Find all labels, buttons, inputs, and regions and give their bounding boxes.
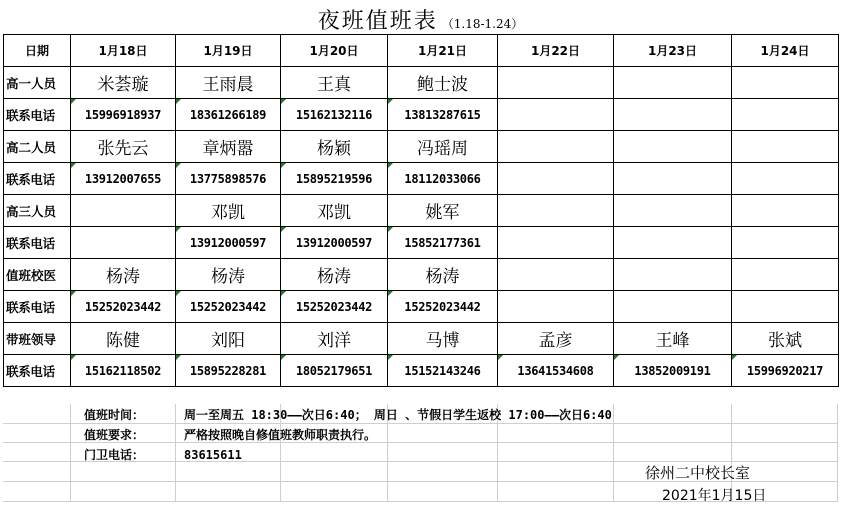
phone-cell: 13813287615 [388,99,498,131]
phone-cell [732,163,839,195]
staff-name-cell [732,259,839,291]
staff-name-cell: 王峰 [614,323,732,355]
phone-cell: 15895219596 [281,163,388,195]
row-label: 带班领导 [4,323,71,355]
row-label: 高一人员 [4,67,71,99]
staff-name-cell: 刘洋 [281,323,388,355]
staff-name-cell: 杨涛 [176,259,281,291]
staff-name-cell: 陈健 [71,323,176,355]
row-label: 联系电话 [4,355,71,387]
row-label: 高二人员 [4,131,71,163]
phone-cell: 13852009191 [614,355,732,387]
staff-name-cell: 冯瑶周 [388,131,498,163]
staff-name-cell [614,67,732,99]
staff-name-cell [498,131,614,163]
staff-name-cell: 张先云 [71,131,176,163]
duty-requirement-label: 值班要求： [84,428,145,442]
phone-cell: 13912007655 [71,163,176,195]
phone-cell: 15252023442 [388,291,498,323]
phone-cell: 15852177361 [388,227,498,259]
phone-cell [732,291,839,323]
staff-row [4,195,839,227]
phone-cell: 15996920217 [732,355,839,387]
phone-row [4,163,839,195]
phone-cell [732,99,839,131]
phone-cell [614,163,732,195]
phone-cell: 18052179651 [281,355,388,387]
staff-name-cell [498,259,614,291]
date-header: 1月20日 [281,35,388,67]
staff-name-cell [614,259,732,291]
row-label: 联系电话 [4,99,71,131]
staff-name-cell [732,195,839,227]
duty-time-value: 周一至周五 18:30——次日6:40； 周日 、节假日学生返校 17:00——次日6:40 [184,408,612,422]
row-label: 值班校医 [4,259,71,291]
phone-cell [71,227,176,259]
phone-cell: 15152143246 [388,355,498,387]
phone-cell: 15252023442 [176,291,281,323]
date-header: 1月18日 [71,35,176,67]
phone-row [4,227,839,259]
staff-name-cell [732,67,839,99]
row-label: 联系电话 [4,163,71,195]
staff-name-cell: 邓凯 [281,195,388,227]
phone-cell [498,163,614,195]
staff-name-cell: 马博 [388,323,498,355]
date-header: 1月22日 [498,35,614,67]
phone-cell: 13775898576 [176,163,281,195]
header-row [4,35,839,67]
phone-cell: 18361266189 [176,99,281,131]
signature-office: 徐州二中校长室 [645,464,751,482]
staff-name-cell: 杨涛 [71,259,176,291]
phone-row [4,291,839,323]
phone-cell [614,227,732,259]
duty-requirement-value: 严格按照晚自修值班教师职责执行。 [184,428,377,442]
staff-name-cell [498,67,614,99]
staff-name-cell [614,195,732,227]
phone-cell: 13641534608 [498,355,614,387]
staff-name-cell: 张斌 [732,323,839,355]
phone-cell: 15162132116 [281,99,388,131]
phone-cell [732,227,839,259]
duty-requirement-line [84,426,376,443]
staff-name-cell [71,195,176,227]
phone-cell: 15252023442 [281,291,388,323]
phone-cell: 15895228281 [176,355,281,387]
phone-row [4,355,839,387]
row-label: 联系电话 [4,291,71,323]
staff-name-cell: 王雨晨 [176,67,281,99]
staff-name-cell: 王真 [281,67,388,99]
row-label: 高三人员 [4,195,71,227]
date-header: 1月19日 [176,35,281,67]
date-header: 1月23日 [614,35,732,67]
phone-cell: 15252023442 [71,291,176,323]
gate-phone-value: 83615611 [184,448,242,462]
staff-name-cell: 杨涛 [388,259,498,291]
staff-row [4,131,839,163]
schedule-title: 夜班值班表 [317,9,438,34]
phone-cell [498,291,614,323]
schedule-table [3,34,839,387]
phone-cell [498,99,614,131]
staff-row [4,67,839,99]
phone-cell: 15162118502 [71,355,176,387]
staff-name-cell [498,195,614,227]
date-range: （1.18-1.24） [441,17,524,31]
staff-name-cell: 杨颖 [281,131,388,163]
header-label: 日期 [4,35,71,67]
staff-name-cell: 姚军 [388,195,498,227]
staff-name-cell: 孟彦 [498,323,614,355]
phone-cell: 13912000597 [281,227,388,259]
date-header: 1月24日 [732,35,839,67]
staff-name-cell: 邓凯 [176,195,281,227]
phone-cell: 15996918937 [71,99,176,131]
staff-row [4,323,839,355]
date-header: 1月21日 [388,35,498,67]
phone-row [4,99,839,131]
duty-time-label: 值班时间： [84,408,145,422]
phone-cell [614,99,732,131]
gate-phone-line [84,446,242,463]
staff-name-cell [732,131,839,163]
phone-cell [614,291,732,323]
staff-name-cell: 米荟璇 [71,67,176,99]
page-title [0,4,841,32]
phone-cell: 18112033066 [388,163,498,195]
row-label: 联系电话 [4,227,71,259]
staff-row [4,259,839,291]
staff-name-cell [614,131,732,163]
duty-time-line [84,406,612,423]
phone-cell [498,227,614,259]
staff-name-cell: 刘阳 [176,323,281,355]
phone-cell: 13912000597 [176,227,281,259]
staff-name-cell: 鲍士波 [388,67,498,99]
staff-name-cell: 杨涛 [281,259,388,291]
gate-phone-label: 门卫电话： [84,448,145,462]
staff-name-cell: 章炳嚣 [176,131,281,163]
signature-date: 2021年1月15日 [662,488,767,504]
